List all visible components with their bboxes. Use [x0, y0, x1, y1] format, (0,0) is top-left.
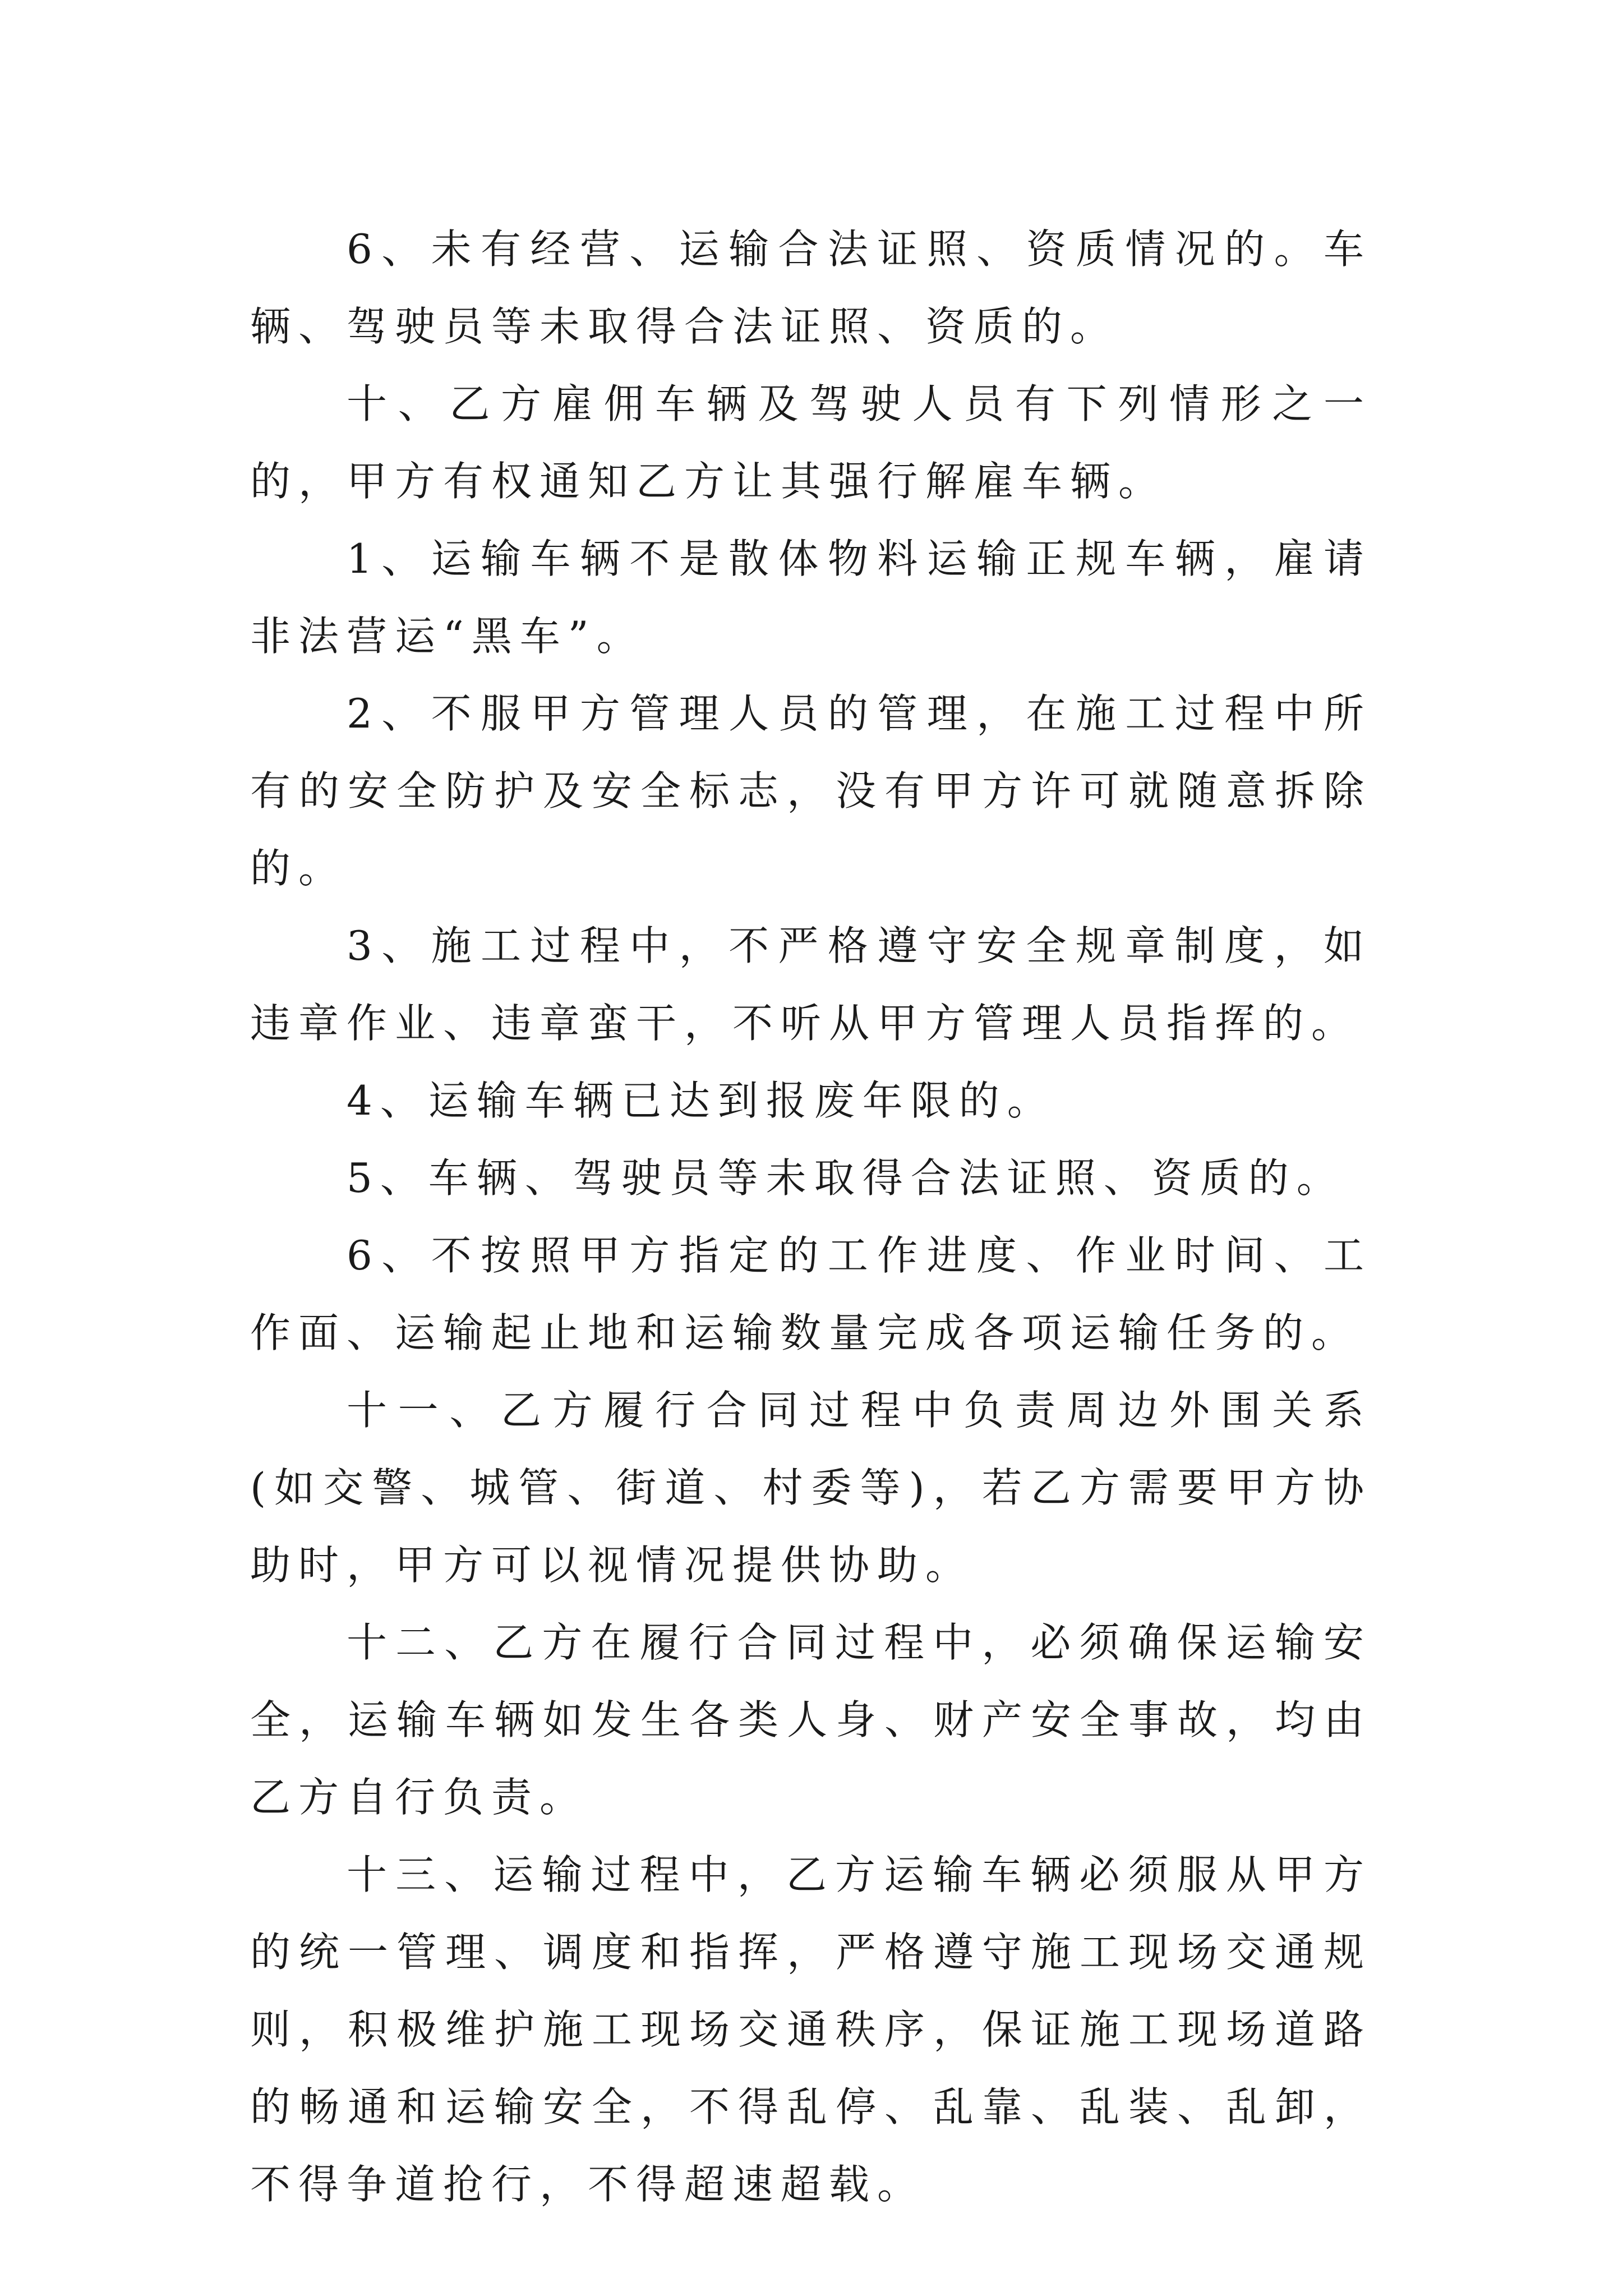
paragraph-clause-13: 十三、运输过程中，乙方运输车辆必须服从甲方的统一管理、调度和指挥，严格遵守施工现场交通规则，积极维护施工现场交通秩序，保证施工现场道路的畅通和运输安全，不得乱停、乱靠、乱装、乱卸，不得争道抢行，不得超速超载。	[250, 1851, 1372, 2208]
document-body	[250, 210, 1372, 2223]
paragraph-item-6-schedule: 6、不按照甲方指定的工作进度、作业时间、工作面、运输起止地和运输数量完成各项运输任务的。	[250, 1232, 1372, 1356]
paragraph-clause-12: 十二、乙方在履行合同过程中，必须确保运输安全，运输车辆如发生各类人身、财产安全事故，均由乙方自行负责。	[250, 1619, 1372, 1821]
paragraph-clause-11: 十一、乙方履行合同过程中负责周边外围关系(如交警、城管、街道、村委等)，若乙方需要甲方协助时，甲方可以视情况提供协助。	[250, 1387, 1372, 1589]
paragraph-item-3-safety-rules: 3、施工过程中，不严格遵守安全规章制度，如违章作业、违章蛮干，不听从甲方管理人员指挥的。	[250, 922, 1372, 1047]
paragraph-item-1-illegal-vehicle: 1、运输车辆不是散体物料运输正规车辆，雇请非法营运“黑车”。	[250, 535, 1372, 660]
paragraph-item-2-management: 2、不服甲方管理人员的管理，在施工过程中所有的安全防护及安全标志，没有甲方许可就随意拆除的。	[250, 690, 1372, 892]
paragraph-item-5-qualification: 5、车辆、驾驶员等未取得合法证照、资质的。	[347, 1154, 1345, 1202]
paragraph-item-6-license: 6、未有经营、运输合法证照、资质情况的。车辆、驾驶员等未取得合法证照、资质的。	[250, 226, 1372, 350]
paragraph-clause-10: 十、乙方雇佣车辆及驾驶人员有下列情形之一的，甲方有权通知乙方让其强行解雇车辆。	[250, 380, 1372, 505]
paragraph-item-4-scrap-age: 4、运输车辆已达到报废年限的。	[347, 1077, 1055, 1124]
